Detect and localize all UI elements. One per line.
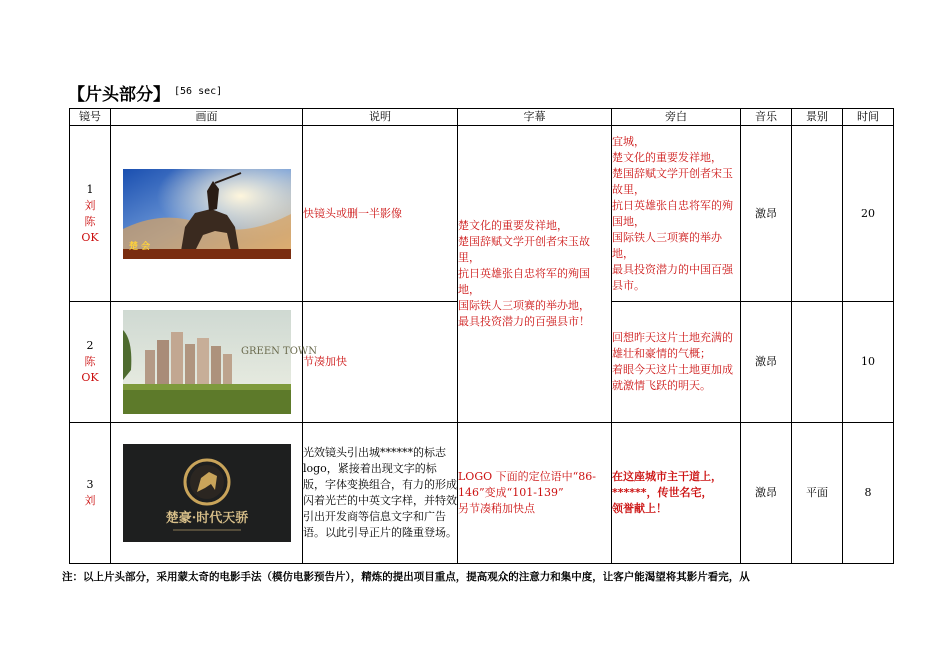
shot-note: 刘 bbox=[84, 494, 96, 507]
voiceover-line: ******，传世名宅， bbox=[612, 486, 713, 499]
shot-number-cell bbox=[70, 423, 111, 564]
shot-number: 3 bbox=[86, 478, 94, 491]
horse-statue-thumbnail bbox=[123, 169, 291, 259]
header-voiceover: 旁白 bbox=[612, 109, 741, 126]
description-cell: 光效镜头引出城******的标志logo，紧接着出现文字的标版，字体变换组合，有力的形成闪着光芒的中英文字样，并特效引出开发商等信息文字和广告语。以此引导正片的隆重登场。 bbox=[303, 423, 458, 564]
music-cell: 激昂 bbox=[741, 302, 792, 423]
footer-note: 注：以上片头部分，采用蒙太奇的电影手法（模仿电影预告片），精炼的提出项目重点，提高观众的注意力和集中度，让客户能渴望将其影片看完，从 bbox=[62, 571, 750, 583]
subtitle-merged-cell bbox=[458, 126, 612, 423]
table-row bbox=[70, 126, 894, 302]
shot-note: 陈 bbox=[84, 355, 96, 368]
voiceover-cell bbox=[612, 423, 741, 564]
shot-number-cell bbox=[70, 302, 111, 423]
logo-thumbnail bbox=[123, 444, 291, 542]
header-description: 说明 bbox=[303, 109, 458, 126]
description-cell: 节凑加快 bbox=[303, 302, 458, 423]
time-cell: 8 bbox=[843, 423, 894, 564]
subtitle-line: 楚文化的重要发祥地， bbox=[458, 219, 568, 232]
subtitle-line: 抗日英雄张自忠将军的殉国地， bbox=[458, 267, 590, 296]
voiceover-line: 抗日英雄张自忠将军的殉国地， bbox=[612, 198, 733, 228]
subtitle-cell bbox=[458, 423, 612, 564]
music-cell: 激昂 bbox=[741, 126, 792, 302]
voiceover-line: 楚文化的重要发祥地， bbox=[612, 150, 722, 164]
section-title: 【片头部分】 bbox=[68, 85, 170, 105]
voiceover-line: 在这座城市主干道上， bbox=[612, 470, 722, 483]
image-cell bbox=[111, 302, 317, 423]
voiceover-line: 回想昨天这片土地充满的雄壮和豪情的气概； bbox=[612, 331, 733, 360]
subtitle-line: 国际铁人三项赛的举办地， bbox=[458, 299, 590, 312]
thumbnail-overlay: 楚 会 bbox=[128, 241, 150, 252]
header-music: 音乐 bbox=[741, 109, 792, 126]
header-scene: 景别 bbox=[792, 109, 843, 126]
shot-note: 刘 bbox=[84, 198, 96, 212]
voiceover-line: 宜城， bbox=[612, 134, 645, 148]
music-cell: 激昂 bbox=[741, 423, 792, 564]
header-shot: 镜号 bbox=[70, 109, 111, 126]
voiceover-line: 着眼今天这片土地更加成就激情飞跃的明天。 bbox=[612, 363, 733, 392]
image-cell bbox=[111, 423, 303, 564]
subtitle-line: 楚国辞赋文学开创者宋玉故里， bbox=[458, 235, 590, 264]
header-time: 时间 bbox=[843, 109, 894, 126]
storyboard-table bbox=[69, 108, 894, 564]
voiceover-cell bbox=[612, 302, 741, 423]
shot-note: 陈 bbox=[84, 214, 96, 228]
shot-number: 1 bbox=[86, 182, 94, 196]
header-subtitle: 字幕 bbox=[458, 109, 612, 126]
thumbnail-overlay: GREEN TOWN bbox=[240, 346, 317, 357]
subtitle-line: 另节凑稍加快点 bbox=[458, 502, 535, 515]
voiceover-line: 领誉献上！ bbox=[612, 502, 667, 515]
header-image: 画面 bbox=[111, 109, 303, 126]
subtitle-line: LOGO 下面的定位语中“86-146”变成“101-139” bbox=[458, 470, 596, 499]
voiceover-line: 国际铁人三项赛的举办地， bbox=[612, 230, 722, 260]
section-duration: [56 sec] bbox=[174, 86, 223, 97]
table-row bbox=[70, 423, 894, 564]
voiceover-line: 最具投资潜力的中国百强县市。 bbox=[612, 262, 733, 292]
scene-cell bbox=[792, 126, 843, 302]
description-cell: 快镜头或删一半影像 bbox=[303, 126, 458, 302]
time-cell: 20 bbox=[843, 126, 894, 302]
shot-note: OK bbox=[81, 371, 99, 384]
shot-number: 2 bbox=[86, 339, 94, 352]
scene-cell bbox=[792, 302, 843, 423]
voiceover-line: 楚国辞赋文学开创者宋玉故里， bbox=[612, 166, 733, 196]
shot-note: OK bbox=[81, 230, 99, 244]
shot-number-cell bbox=[70, 126, 111, 302]
time-cell: 10 bbox=[843, 302, 894, 423]
subtitle-line: 最具投资潜力的百强县市！ bbox=[458, 315, 590, 328]
city-buildings-thumbnail bbox=[123, 310, 317, 414]
thumbnail-overlay: 楚豪·时代天骄 bbox=[165, 511, 248, 526]
voiceover-cell bbox=[612, 126, 741, 302]
table-header-row bbox=[70, 109, 894, 126]
scene-cell: 平面 bbox=[792, 423, 843, 564]
image-cell bbox=[111, 126, 303, 302]
